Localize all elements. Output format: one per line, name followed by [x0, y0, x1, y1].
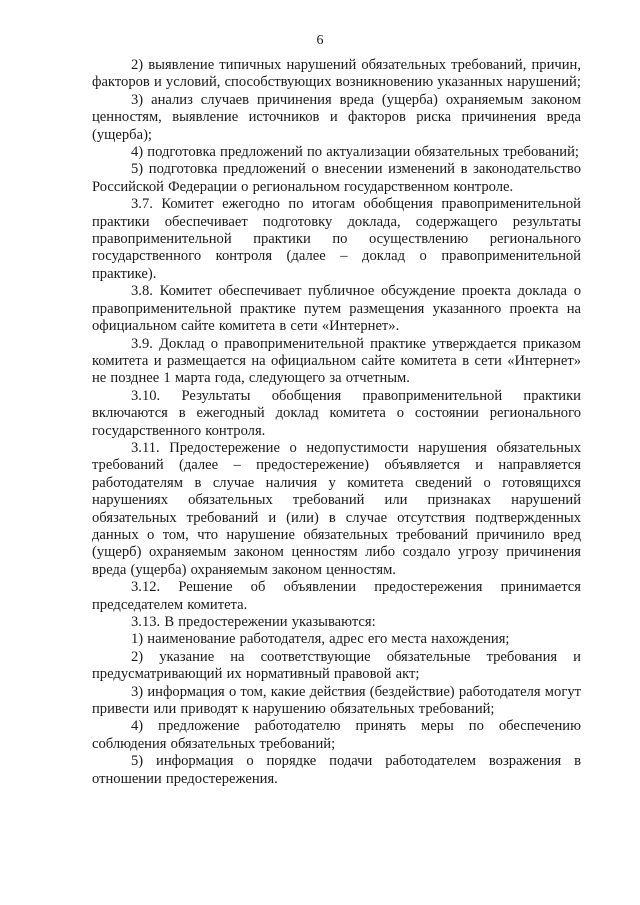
document-body: [92, 57, 581, 788]
paragraph-3-8: 3.8. Комитет обеспечивает публичное обсуждение проекта доклада о правоприменительной практике путем размещения указанного проекта на официальном сайте комитета в сети «Интернет».: [92, 283, 581, 335]
list-item-1: 1) наименование работодателя, адрес его места нахождения;: [131, 631, 510, 648]
page-number: 6: [316, 33, 324, 48]
paragraph-3-13: 3.13. В предостережении указываются:: [131, 614, 376, 630]
list-item-5: 5) информация о порядке подачи работодателем возражения в отношении предостережения.: [92, 753, 581, 787]
list-item-2: 2) указание на соответствующие обязательные требования и предусматривающий их нормативный правовой акт;: [92, 648, 581, 683]
list-item-3: 3) информация о том, какие действия (бездействие) работодателя могут привести или приводят к нарушению обязательных требований;: [92, 683, 581, 718]
paragraph-3-11: 3.11. Предостережение о недопустимости нарушения обязательных требований (далее – предостережение) объявляется и направляется работодателям в случае наличия у комитета сведений о готовящихся нарушениях обязательных требований или признаках нарушений обязательных требований и (или) в случае отсутствия подтвержденных данных о том, что нарушение обязательных требований причинило вред (ущерб) охраняемым законом ценностям либо создало угрозу причинения вреда (ущерба) охраняемым законом ценностям.: [92, 439, 581, 578]
paragraph-3-7: 3.7. Комитет ежегодно по итогам обобщения правоприменительной практики обеспечивает подготовку доклада, содержащего результаты правоприменительной практики по осуществлению регионального государственного контроля (далее – доклад о правоприменительной практике).: [92, 196, 581, 282]
paragraph-item-2: 2) выявление типичных нарушений обязательных требований, причин, факторов и условий, способствующих возникновению указанных нарушений;: [92, 57, 581, 91]
list-item-4: 4) предложение работодателю принять меры по обеспечению соблюдения обязательных требований;: [92, 718, 581, 752]
paragraph-3-12: 3.12. Решение об объявлении предостережения принимается председателем комитета.: [92, 579, 581, 613]
paragraph-3-9: 3.9. Доклад о правоприменительной практике утверждается приказом комитета и размещается на официальном сайте комитета в сети «Интернет» не позднее 1 марта года, следующего за отчетным.: [92, 335, 581, 387]
paragraph-item-3: 3) анализ случаев причинения вреда (ущерба) охраняемым законом ценностям, выявление источников и факторов риска причинения вреда (ущерба);: [92, 91, 581, 143]
paragraph-item-4: 4) подготовка предложений по актуализации обязательных требований;: [131, 144, 579, 161]
paragraph-3-10: 3.10. Результаты обобщения правоприменительной практики включаются в ежегодный доклад комитета о состоянии регионального государственного контроля.: [92, 387, 581, 439]
paragraph-item-5: 5) подготовка предложений о внесении изменений в законодательство Российской Федерации о региональном государственном контроле.: [92, 161, 581, 195]
